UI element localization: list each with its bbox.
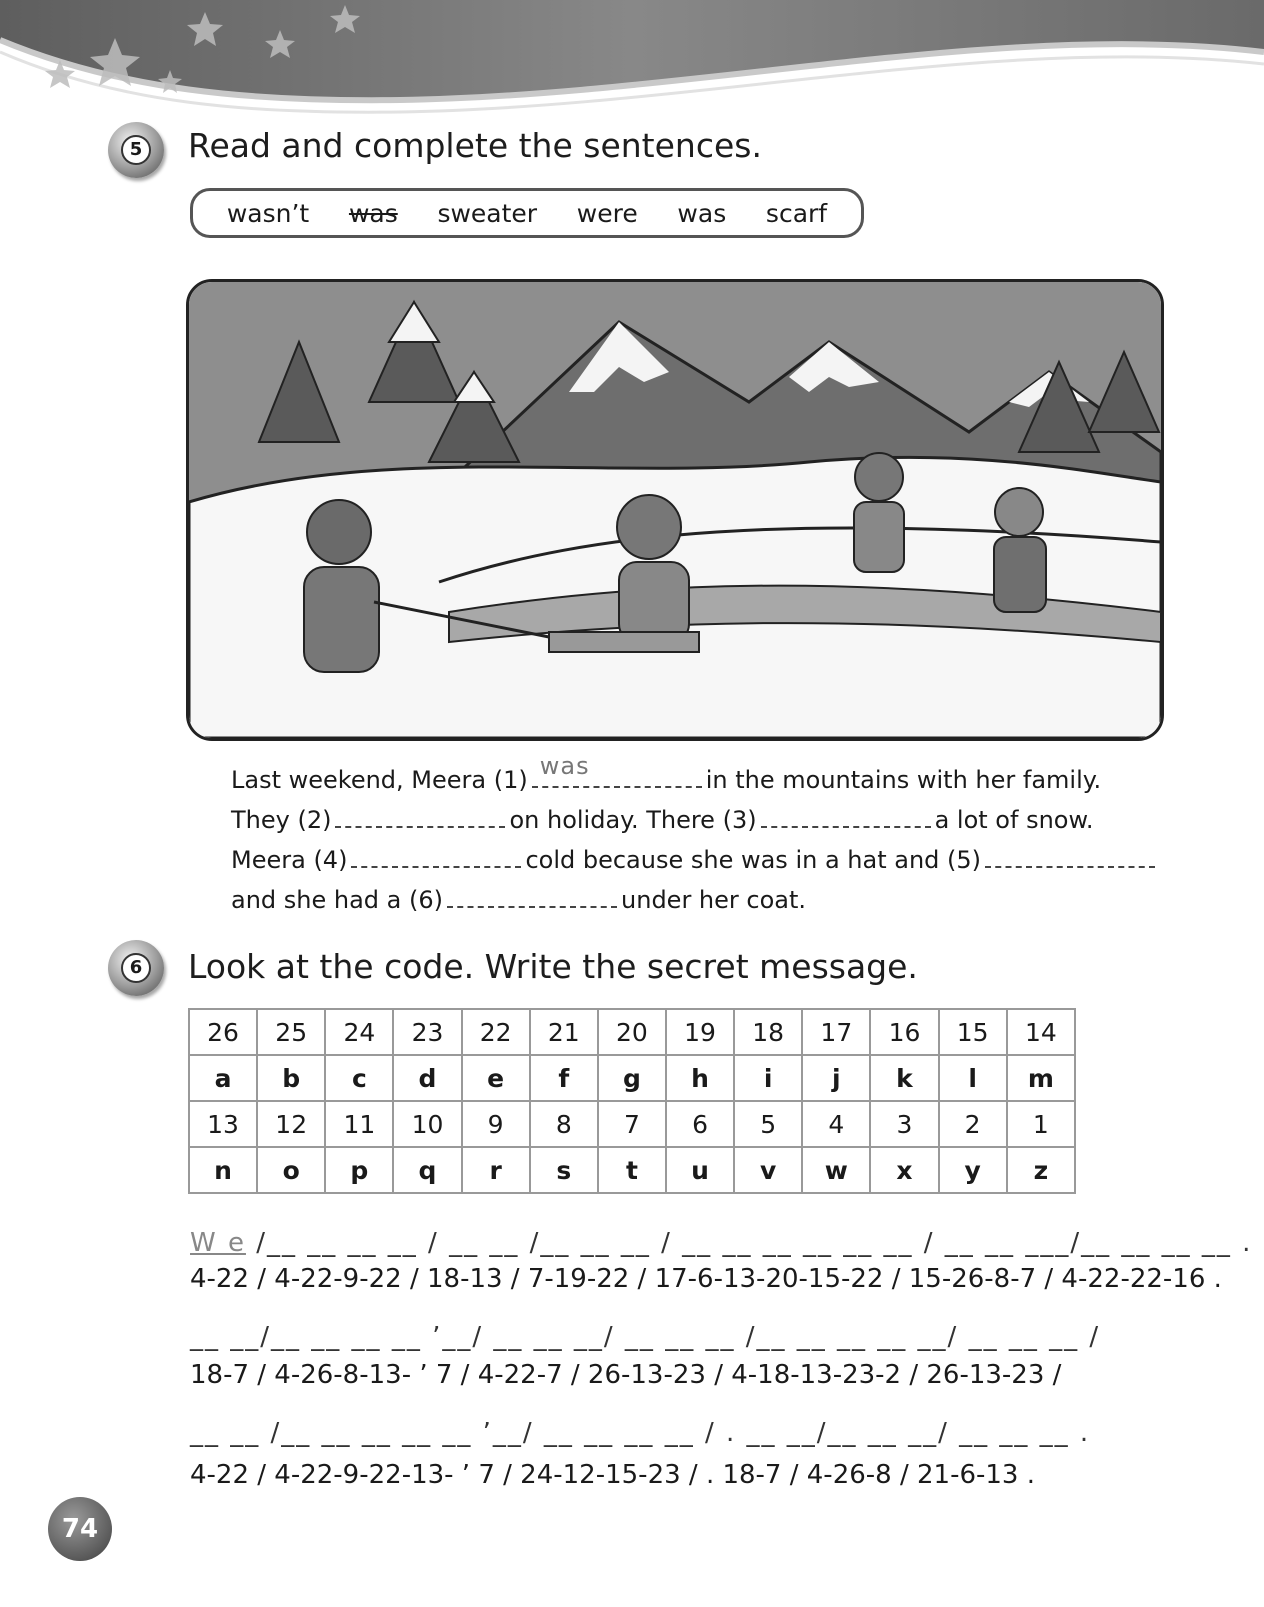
text-segment: They (2) — [231, 806, 332, 834]
page-number: 74 — [48, 1497, 112, 1561]
message-blanks: __ __ /__ __ __ __ __ ’__/ __ __ __ __ / . __ __/__ __ __/ __ __ __ . — [190, 1418, 1091, 1448]
text-line-2 — [231, 800, 1191, 840]
code-cell: 18 — [734, 1009, 802, 1055]
code-cell: p — [325, 1147, 393, 1193]
text-segment: and she had a (6) — [231, 886, 444, 914]
code-cell: m — [1007, 1055, 1075, 1101]
code-cell: s — [530, 1147, 598, 1193]
code-cell: 9 — [462, 1101, 530, 1147]
text-segment: Meera (4) — [231, 846, 348, 874]
code-cell: 7 — [598, 1101, 666, 1147]
text-line-1 — [231, 752, 1191, 800]
answer-blank-3[interactable] — [761, 802, 931, 828]
code-cell: 16 — [870, 1009, 938, 1055]
code-cell: 17 — [802, 1009, 870, 1055]
answer-blank-4[interactable] — [351, 842, 521, 868]
exercise-5-number-badge — [108, 122, 164, 178]
code-cell: g — [598, 1055, 666, 1101]
code-cell: 15 — [939, 1009, 1007, 1055]
code-cell: v — [734, 1147, 802, 1193]
answer-blank-5[interactable] — [985, 842, 1155, 868]
message-code-line-2: 18-7 / 4-26-8-13- ’ 7 / 4-22-7 / 26-13-23 / 4-18-13-23-2 / 26-13-23 / — [190, 1360, 1062, 1390]
code-cell: w — [802, 1147, 870, 1193]
message-written-answer: W e — [190, 1228, 246, 1258]
code-cell: j — [802, 1055, 870, 1101]
text-line-3 — [231, 840, 1191, 880]
text-segment: under her coat. — [621, 886, 807, 914]
code-cell: y — [939, 1147, 1007, 1193]
text-segment: on holiday. There (3) — [509, 806, 757, 834]
code-cell: 3 — [870, 1101, 938, 1147]
code-cell: n — [189, 1147, 257, 1193]
code-cell: 5 — [734, 1101, 802, 1147]
code-cell: 14 — [1007, 1009, 1075, 1055]
code-cell: o — [257, 1147, 325, 1193]
word-bank-item: wasn’t — [226, 198, 310, 228]
code-cell: t — [598, 1147, 666, 1193]
code-cell: c — [325, 1055, 393, 1101]
message-guide-line-3[interactable] — [190, 1418, 1240, 1448]
text-segment: Last weekend, Meera (1) — [231, 766, 528, 794]
exercise-6-instruction: Look at the code. Write the secret message. — [188, 947, 918, 986]
exercise-6-number-badge — [108, 940, 164, 996]
exercise-5-text — [231, 752, 1191, 920]
code-cell: a — [189, 1055, 257, 1101]
snow-scene-drawing — [189, 282, 1161, 738]
code-cell: b — [257, 1055, 325, 1101]
message-guide-line-1[interactable] — [190, 1228, 1253, 1258]
exercise-5-instruction: Read and complete the sentences. — [188, 126, 762, 165]
code-cell: 1 — [1007, 1101, 1075, 1147]
code-letters-row — [189, 1147, 1075, 1193]
code-numbers-row — [189, 1101, 1075, 1147]
text-line-4 — [231, 880, 1191, 920]
answer-blank-2[interactable] — [335, 802, 505, 828]
code-cell: h — [666, 1055, 734, 1101]
code-cell: u — [666, 1147, 734, 1193]
word-bank-item-crossed: was — [348, 198, 398, 228]
message-guide-line-2[interactable] — [190, 1322, 1240, 1352]
exercise-5-number: 5 — [121, 135, 151, 165]
code-cell: 19 — [666, 1009, 734, 1055]
code-cell: f — [530, 1055, 598, 1101]
code-cell: 10 — [393, 1101, 461, 1147]
answer-1: was — [539, 752, 590, 780]
word-bank — [190, 188, 864, 238]
code-cell: z — [1007, 1147, 1075, 1193]
code-cell: e — [462, 1055, 530, 1101]
code-cell: 12 — [257, 1101, 325, 1147]
code-cell: 11 — [325, 1101, 393, 1147]
word-bank-item: were — [576, 198, 638, 228]
message-blanks: /__ __ __ __ / __ __ /__ __ __ / __ __ __ __ __ __ / __ __ ___/__ __ __ __ . — [256, 1228, 1253, 1258]
code-cell: i — [734, 1055, 802, 1101]
text-segment: in the mountains with her family. — [705, 766, 1102, 794]
code-cell: 24 — [325, 1009, 393, 1055]
code-cell: 8 — [530, 1101, 598, 1147]
code-cell: x — [870, 1147, 938, 1193]
header-decoration — [0, 0, 1264, 130]
word-bank-item: sweater — [437, 198, 538, 228]
code-cell: d — [393, 1055, 461, 1101]
answer-blank-6[interactable] — [447, 882, 617, 908]
snow-scene-illustration — [186, 279, 1164, 741]
code-cell: 4 — [802, 1101, 870, 1147]
code-letters-row — [189, 1055, 1075, 1101]
code-table — [188, 1008, 1076, 1194]
code-cell: 25 — [257, 1009, 325, 1055]
code-cell: 20 — [598, 1009, 666, 1055]
code-cell: 26 — [189, 1009, 257, 1055]
message-code-line-3: 4-22 / 4-22-9-22-13- ’ 7 / 24-12-15-23 / . 18-7 / 4-26-8 / 21-6-13 . — [190, 1460, 1035, 1490]
text-segment: cold because she was in a hat and (5) — [525, 846, 982, 874]
exercise-6-number: 6 — [121, 953, 151, 983]
code-cell: 22 — [462, 1009, 530, 1055]
code-cell: k — [870, 1055, 938, 1101]
word-bank-item: was — [677, 198, 727, 228]
word-bank-item: scarf — [765, 198, 828, 228]
code-cell: l — [939, 1055, 1007, 1101]
code-cell: 6 — [666, 1101, 734, 1147]
code-numbers-row — [189, 1009, 1075, 1055]
message-blanks: __ __/__ __ __ __ ’__/ __ __ __/ __ __ __ /__ __ __ __ __/ __ __ __ / — [190, 1322, 1101, 1352]
code-cell: 2 — [939, 1101, 1007, 1147]
answer-blank-1[interactable] — [532, 752, 702, 788]
code-cell: 13 — [189, 1101, 257, 1147]
code-cell: 23 — [393, 1009, 461, 1055]
text-segment: a lot of snow. — [934, 806, 1094, 834]
code-cell: r — [462, 1147, 530, 1193]
code-cell: 21 — [530, 1009, 598, 1055]
message-code-line-1: 4-22 / 4-22-9-22 / 18-13 / 7-19-22 / 17-6-13-20-15-22 / 15-26-8-7 / 4-22-22-16 . — [190, 1264, 1222, 1294]
code-cell: q — [393, 1147, 461, 1193]
